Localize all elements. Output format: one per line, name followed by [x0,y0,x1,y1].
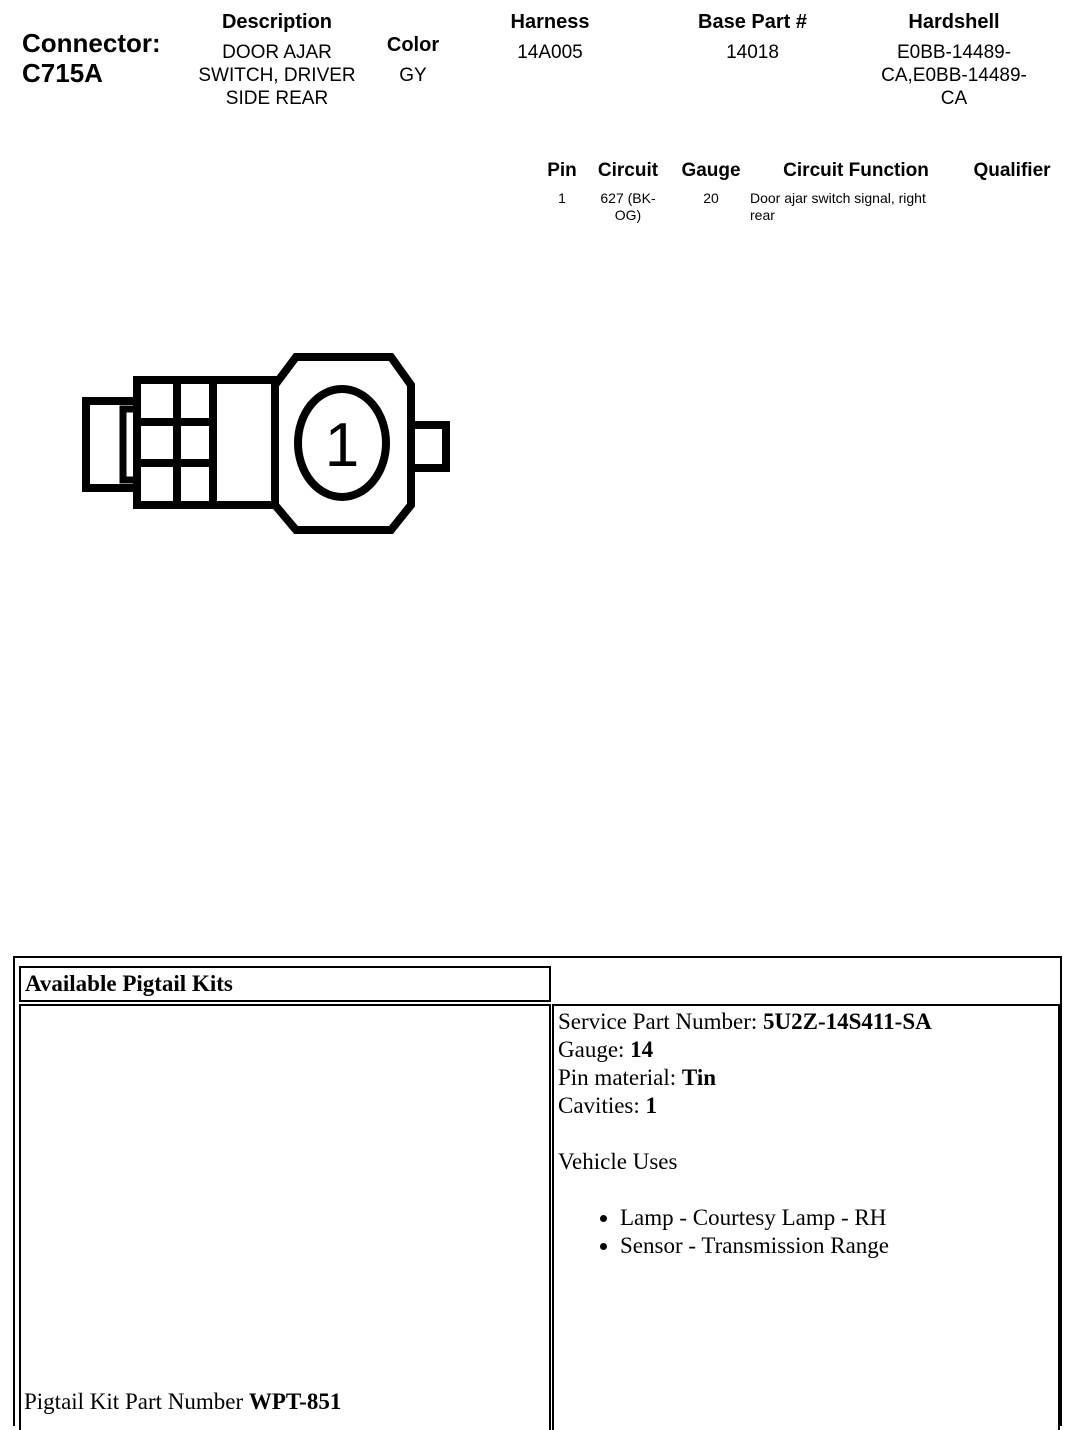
left-latch-tab [86,401,137,488]
cavities-value: 1 [645,1093,658,1118]
gauge-label: Gauge: [558,1037,631,1062]
circuit-function-column-header: Circuit Function [783,160,929,181]
vehicle-uses-label: Vehicle Uses [558,1149,678,1174]
pin-material-line [558,1064,1054,1092]
vehicle-use-item: • Sensor - Transmission Range [620,1232,1054,1260]
gauge-column-header: Gauge [681,160,741,181]
hardshell-line: CA,E0BB-14489- [881,65,1027,86]
description-value [180,41,374,110]
description-line: SIDE REAR [225,88,329,109]
harness-header: Harness [510,11,590,33]
service-part-number [558,1008,1054,1036]
gauge-cell: 20 [703,190,719,206]
pigtail-kit-cell [19,1004,551,1430]
description-header: Description [221,11,333,33]
function-line: rear [750,207,775,223]
pigtail-heading: Available Pigtail Kits [25,971,233,996]
circuit-column-header: Circuit [597,160,659,181]
base-part-value: 14018 [726,42,779,63]
kit-part-label: Pigtail Kit Part Number [24,1389,249,1414]
gauge-value: 14 [630,1037,654,1062]
pin-material-label: Pin material: [558,1065,682,1090]
vehicle-uses-list [558,1204,1054,1260]
pin-material-value: Tin [681,1065,717,1090]
pigtail-heading-cell [19,966,551,1002]
kit-part-number [24,1388,341,1416]
circuit-line: OG) [614,207,642,223]
cavities-label: Cavities: [558,1093,646,1118]
pin-column-header: Pin [547,160,577,181]
hardshell-line: E0BB-14489- [896,42,1012,63]
base-part-header: Base Part # [698,11,807,33]
connector-face-diagram [70,340,470,550]
right-key-tab [411,425,446,468]
connector-id: C715A [22,58,103,88]
hardshell-header: Hardshell [908,11,1000,33]
connector-label: Connector: [22,28,161,58]
kit-part-value: WPT-851 [248,1389,342,1414]
circuit-function-cell [750,190,960,224]
description-line: SWITCH, DRIVER [198,65,356,86]
color-header: Color [386,34,440,56]
cavities-line [558,1092,1054,1120]
qualifier-column-header: Qualifier [973,160,1051,181]
circuit-line: 627 (BK- [600,190,656,206]
pigtail-kits-table [13,956,1062,1426]
service-part-value: 5U2Z-14S411-SA [763,1009,932,1034]
service-part-label: Service Part Number: [558,1009,764,1034]
gauge-line [558,1036,1054,1064]
terminal-grid-block [137,380,275,505]
connector-title [22,28,161,88]
hardshell-line: CA [940,88,968,109]
service-part-cell [552,1004,1060,1430]
vehicle-use-item: • Lamp - Courtesy Lamp - RH [620,1204,1054,1232]
pin-1-label: 1 [324,411,360,480]
pin-cell: 1 [558,190,566,206]
circuit-cell [588,190,668,224]
hardshell-value [864,41,1044,110]
harness-value: 14A005 [517,42,583,63]
color-value: GY [399,65,427,86]
description-line: DOOR AJAR [222,42,332,63]
function-line: Door ajar switch signal, right [750,190,926,206]
